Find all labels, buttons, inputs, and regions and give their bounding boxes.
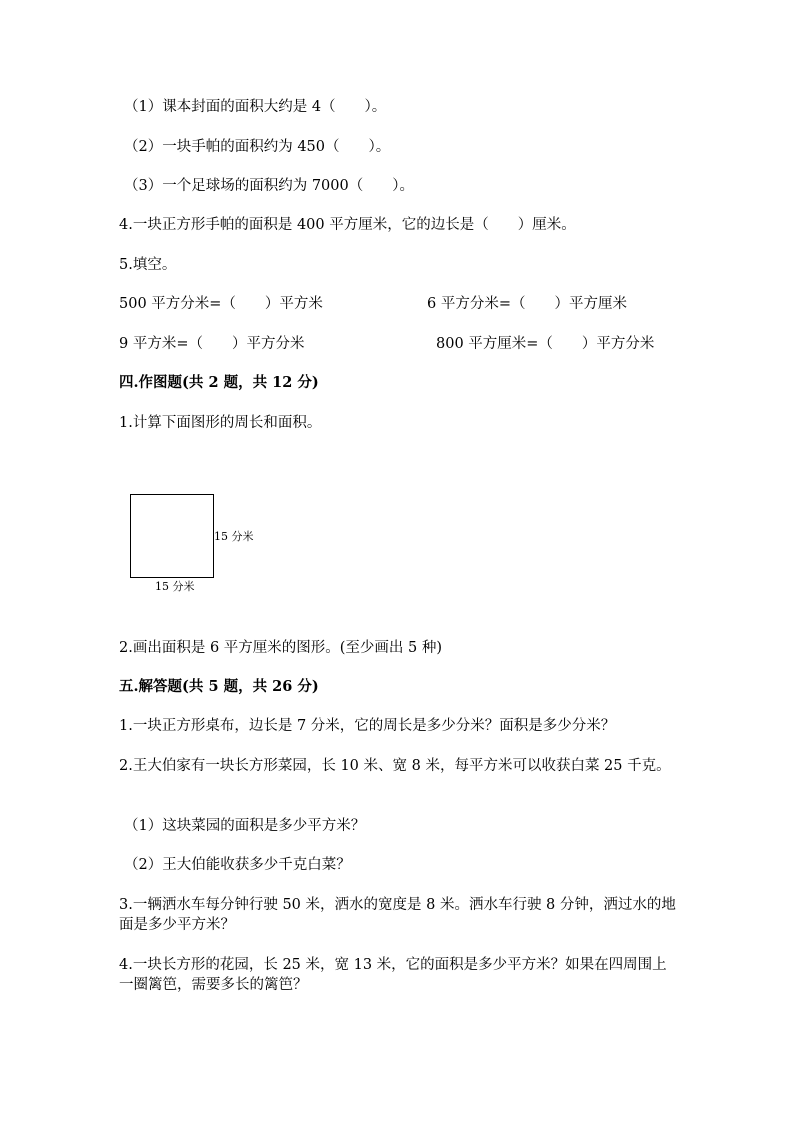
section-5-question-4: 4.一块长方形的花园，长 25 米，宽 13 米，它的面积是多少平方米？如果在四周围上一圈篱笆，需要多长的篱笆？ [119,957,667,993]
section-5-question-2: 2.王大伯家有一块长方形菜园，长 10 米、宽 8 米，每平方米可以收获白菜 25 千克。 [119,758,671,774]
square-bottom-label: 15 分米 [155,580,195,593]
section-5-heading: 五.解答题(共 5 题，共 26 分) [119,678,319,695]
fill-blank-4: 800 平方厘米=（ ）平方分米 [436,336,655,352]
question-4: 4.一块正方形手帕的面积是 400 平方厘米，它的边长是（ ）厘米。 [119,217,576,233]
section-4-heading: 四.作图题(共 2 题，共 12 分) [119,374,319,391]
question-3-sub-3: （3）一个足球场的面积约为 7000（ ）。 [124,178,414,194]
square-shape [130,494,214,578]
question-5: 5.填空。 [119,257,177,273]
section-5-question-3: 3.一辆洒水车每分钟行驶 50 米，洒水的宽度是 8 米。洒水车行驶 8 分钟，洒过水的地面是多少平方米？ [119,897,676,933]
fill-blank-2: 6 平方分米=（ ）平方厘米 [427,296,627,312]
fill-blank-1: 500 平方分米=（ ）平方米 [119,296,323,312]
section-4-question-1: 1.计算下面图形的周长和面积。 [119,415,322,431]
square-right-label: 15 分米 [214,530,254,543]
question-3-sub-1: （1）课本封面的面积大约是 4（ ）。 [124,99,387,115]
fill-blank-3: 9 平方米=（ ）平方分米 [119,336,305,352]
section-4-question-2: 2.画出面积是 6 平方厘米的图形。(至少画出 5 种) [119,640,443,656]
section-5-question-1: 1.一块正方形桌布，边长是 7 分米，它的周长是多少分米？面积是多少分米？ [119,718,616,734]
question-3-sub-2: （2）一块手帕的面积约为 450（ ）。 [124,139,391,155]
section-5-question-2-sub-2: （2）王大伯能收获多少千克白菜？ [124,857,351,873]
section-5-question-2-sub-1: （1）这块菜园的面积是多少平方米？ [124,818,366,834]
